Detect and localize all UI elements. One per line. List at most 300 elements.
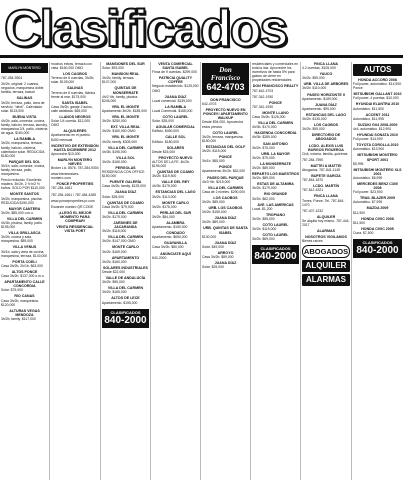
listing-heading: LOS CAOBOS (313, 123, 339, 128)
listing-text: Automático. $6,995 (353, 175, 383, 180)
listing-text: Escanee nuestro QR CODE (51, 204, 94, 209)
classified-listing (252, 223, 299, 231)
listing-heading: PASEO HORIZONTE II (307, 92, 345, 97)
listing-heading: MITSUBISHI MONTERO SPORT 2001 (357, 153, 398, 162)
classified-listing (202, 241, 249, 249)
classified-listing (102, 286, 149, 294)
classified-listing (252, 131, 299, 139)
classified-listing (252, 95, 299, 99)
listing-text: 3h/2b. $113,000 (152, 194, 177, 199)
listing-text: Solar 1/4 cuerda. $12,000 OMO (51, 119, 91, 128)
don-francisco-logo: Don Francisco 642-4703 (202, 63, 249, 95)
listing-heading: VRIL EL MONTE (111, 115, 140, 120)
classified-listing (51, 172, 99, 180)
classified-listing (102, 105, 149, 113)
listing-heading: VALLE DEL REY (161, 180, 190, 185)
listing-heading: GUAYANILLA (164, 241, 187, 246)
listing-text: 3h/2b. $135,000 (302, 117, 327, 122)
classified-listing (51, 199, 99, 203)
classified-listing (302, 194, 350, 206)
listing-text: Full power. $23,900 (353, 190, 383, 195)
listing-text: 3h/2b. $62,000 (252, 196, 275, 201)
classified-listing (51, 62, 99, 70)
listing-heading: JUANA DÍAZ (214, 240, 237, 245)
classified-listing (353, 196, 402, 204)
listing-text: 3h/2b. $160,000 OMO (102, 129, 136, 134)
classified-listing (102, 256, 149, 264)
classified-listing (252, 182, 299, 190)
listing-heading: JUANA DÍAZ (164, 94, 187, 99)
classified-listing (252, 203, 299, 211)
listing-text: 3h/2b. $179,000 (252, 186, 277, 191)
listing-text: 3h/2b. $115,000 (252, 227, 277, 232)
classified-listing (252, 162, 299, 170)
listing-text: Apartamento. $99,000 (302, 106, 336, 111)
listing-heading: LCDO. MARTÍN (312, 184, 340, 189)
listing-heading: EXT. VILLA REAL (110, 125, 141, 130)
listing-text: Apartamento. $189,000 (302, 96, 338, 101)
classified-listing (353, 182, 402, 194)
classified-listing (202, 131, 249, 143)
classified-listing (51, 225, 99, 233)
listing-heading: VILLA DEL CARMEN (6, 216, 43, 221)
classified-listing (152, 125, 199, 133)
classified-listing (51, 182, 99, 190)
listing-heading: TRAIL BLAZER 2005 (359, 196, 396, 201)
listing-heading: YAUCO (319, 72, 333, 77)
cta-label: CLASIFICADOS (110, 309, 141, 315)
listing-heading: MONTE LLANO (262, 110, 289, 115)
listing-text: 4h/3 ½b. $215,000 (202, 179, 231, 184)
listing-text: 3h/2b. $155,000 (202, 210, 227, 215)
listing-heading: PERGOLAS (115, 165, 136, 170)
listing-text: Casa 3h/2b. $89,000 (202, 255, 234, 259)
classified-listing (302, 184, 350, 192)
classified-listing (1, 245, 48, 257)
classified-listing (152, 95, 199, 103)
listing-text: Solar. $93,000 (102, 66, 124, 71)
classified-listing (1, 160, 48, 176)
listing-text: Apartamento 3h/2b. $185,000 (102, 108, 147, 113)
listing-text: Apartamento. $155,000 (102, 300, 138, 305)
listing-heading: VENTA RESIDENCIAL VISTA PORT (56, 225, 94, 234)
listing-text: 787-844-1870 (302, 178, 324, 183)
listing-heading: ANÚNCIATE AQUÍ (160, 251, 191, 256)
listing-heading: PARQUE DEL SOL (8, 159, 41, 164)
classified-listing (102, 62, 149, 70)
listing-heading: DON FRANCISCO (210, 98, 241, 102)
listing-heading: LOS CAOBOS (213, 195, 238, 200)
listing-text: 787-284-7590 (302, 157, 324, 162)
listing-text: 3h/2b. $95,000 (302, 76, 325, 81)
listing-heading: MONTE SANTOS (10, 192, 39, 197)
listing-text: Se alquila hoy mismo. 787-444-2017 (302, 218, 350, 227)
listing-text: Automático. $13,900 (353, 147, 385, 152)
listing-text: 3h/2b, terraza, marquesina. $150,000 (202, 134, 244, 143)
listing-text: 3h/2b. $95,000 (102, 280, 125, 285)
classified-listing (202, 145, 249, 153)
listing-text: Automático. $11,995 (353, 116, 384, 121)
listing-text: $11,500 (353, 220, 366, 225)
listing-text: Solar. $35,000 (152, 119, 174, 124)
listing-heading: VILLA GRILLASCA (8, 231, 41, 236)
listing-heading: MANSIONES DEL SUR (106, 62, 145, 66)
classified-listing (1, 309, 48, 321)
listing-text: www.ponceproperties.pr.com (51, 198, 95, 203)
classified-listing (202, 216, 249, 224)
classified-listing (202, 165, 249, 173)
classified-listing (353, 227, 402, 235)
classified-listing (51, 115, 99, 127)
listing-heading: SUZUKI GX4 2008-2009 (357, 122, 398, 127)
classified-listing (353, 217, 402, 225)
listing-heading: PONCE PROPERTIES (56, 182, 94, 187)
classified-listing (152, 231, 199, 239)
listing-text: 4h/2b, sala, comedor, cocina, family, balcón, terraza, laundry, marquesina 2/4, patio, cisterna de agua. $160,000 (1, 118, 48, 136)
listing-text: Cuna. $7,500 (353, 230, 374, 235)
listing-heading: ALTOS DE LECE (111, 296, 140, 301)
listing-heading: VILLA DEL CARMEN (207, 185, 244, 190)
listing-text: 3h/2b. $118,000 (102, 229, 127, 234)
listing-text: Casa 3h/2b, 2h/1b. $63,000 (1, 263, 43, 268)
listing-heading: FINCA LLANA (313, 194, 339, 199)
classified-listing (102, 115, 149, 123)
alquiler-section-header: ALQUILER (302, 260, 350, 272)
classified-listing (353, 133, 402, 141)
listing-heading: PERLAS DEL SUR (159, 210, 192, 215)
listing-text: 4h/3b. $289,000 (252, 135, 277, 140)
listing-text: 3h/2b. $69,000 (252, 237, 275, 242)
listing-heading: AVE. LAS AMERICAS (257, 202, 294, 207)
listing-text: Edificio. $180,000 (152, 139, 179, 144)
classified-listing (252, 142, 299, 150)
marlyn-logo: MARLYN MONTERO (1, 63, 48, 73)
cta-phone: 840-2000 (356, 245, 399, 257)
classified-listing (102, 86, 149, 102)
listing-text: 3h/2b. $147,000 OMO (102, 239, 136, 244)
listing-heading: HYUNDAI SONATA 2010 (357, 133, 398, 138)
listing-text: 3h/2b. $89,000 (202, 220, 225, 225)
classified-listing (353, 153, 402, 165)
listing-heading: JUANA DÍAZ (315, 102, 337, 107)
listing-heading: LA MONSERRATE (260, 161, 291, 166)
classified-listing (102, 180, 149, 188)
classifieds-phone-cta (252, 245, 299, 264)
listing-heading: URB. LA MAYOR (261, 151, 290, 156)
listing-heading: ESTANCIAS DEL GOLF (205, 144, 246, 149)
listing-heading: MERCEDES BENZ C300 2008 (357, 181, 398, 191)
listing-heading: COTO LAUREL (262, 223, 289, 227)
classified-listing (302, 82, 350, 90)
classified-listing (252, 101, 299, 109)
listing-text: 3h/2b. $165,000 (102, 159, 127, 164)
listing-heading: PASEO DEL PARQUE (207, 175, 244, 180)
listing-text: Local comercial. $139,000 (152, 98, 192, 103)
listing-text: $130,000 (202, 234, 217, 239)
classified-listing (152, 241, 199, 249)
listing-heading: QUINTAS DE COAMO (107, 200, 144, 205)
classified-listing (302, 164, 350, 172)
listing-text: residenciales y comerciales en toda la isla. Aproveche los incentivos de hasta 5% para gastos de cierre en propiedades residenciales (252, 62, 299, 83)
listing-heading: SAN ANTONIO (263, 141, 288, 146)
listing-text: Casa 3h/2b. $79,000 (102, 204, 134, 209)
classified-listing (1, 231, 48, 243)
autos-section-header: AUTOS (353, 64, 402, 76)
listing-text: 787-284-1661 (51, 186, 73, 191)
listing-text: Civil, notaría, familia, quiebras (302, 151, 348, 156)
listing-heading: COTO LAUREL (212, 130, 239, 135)
classified-listing (152, 105, 199, 113)
classified-listing (152, 115, 199, 123)
classified-listing (102, 235, 149, 243)
listing-text: Bienes raíces (302, 239, 323, 244)
classified-listing (302, 62, 350, 70)
listing-text: Casa 3h/2b. $80,000 (152, 245, 184, 250)
classified-listing (152, 62, 199, 74)
classified-listing (353, 102, 402, 110)
classified-listing (353, 206, 402, 214)
listing-text: 4h/2b, family. $305,000 (102, 139, 137, 144)
listing-heading: PORTA COELI (12, 259, 37, 264)
listing-text: Negocio establecido. $125,000 OMO (152, 84, 199, 93)
listing-text: RESIDENCIA CON OFFICE. $150,000 (102, 170, 146, 179)
classified-listing (202, 196, 249, 204)
listing-text: 3h/2b, original: 2 cuartos, negocios, marquesina doble, familia, terraza, balcón (1, 82, 45, 95)
listing-heading: MARLYN MONTERO NIEVES (57, 157, 93, 166)
classified-listing (252, 152, 299, 160)
classified-listing (102, 266, 149, 274)
listing-text: $5,995 (353, 161, 364, 166)
listing-text: 3h/2b. $115,000 (202, 149, 227, 154)
listing-text: Full power, 4 puertas. $10,000 (353, 96, 399, 101)
listing-text: Casa 3h/2b. $137,000 o.m.o. (1, 274, 45, 279)
classified-listing (252, 62, 299, 82)
classified-listing (51, 72, 99, 84)
classified-listing (353, 143, 402, 151)
listing-text: Edificio. $450,000 (152, 129, 179, 134)
listing-text: 3h/1b, sala y área de cocina, marquesina, terraza. $140,000 (1, 249, 48, 258)
listing-heading: CONDADO (166, 231, 185, 236)
cta-label: CLASIFICADOS (260, 246, 291, 252)
classified-listing (353, 168, 402, 180)
classified-listing (102, 156, 149, 164)
classified-listing (102, 72, 149, 84)
classified-listing (1, 260, 48, 268)
classified-listing (302, 133, 350, 141)
listing-heading: MATTEI & MATTEI (310, 163, 342, 168)
classified-listing (152, 170, 199, 178)
listing-text: 3h/2b. $169,000 (102, 249, 127, 254)
listing-text: Terreno de 6 cuerdas, fábrica frente al mar. $175,000 (51, 90, 96, 99)
listing-text: www.bienesraices-montero.com (51, 172, 80, 181)
listing-text: Finca de 9 cuerdas. $299,000 (152, 70, 197, 75)
classified-listing (302, 123, 350, 131)
classified-listing (152, 76, 199, 92)
listing-text: Local. $1,200 (252, 206, 273, 211)
classified-listing (202, 186, 249, 194)
listing-heading: HYUNDAI ELANTRA 2010 (355, 102, 400, 107)
listing-heading: MITSUBISHI GALLANT 2010 (353, 92, 402, 97)
listing-heading: COTO LAUREL (262, 233, 289, 238)
classified-listing (51, 211, 99, 223)
cta-phone: 840-2000 (254, 251, 297, 263)
listing-heading: VILLA DEL CARMEN (257, 121, 294, 126)
listing-heading: VRIL EL MONTE (111, 135, 140, 140)
classified-listing (152, 180, 199, 188)
classified-listing (51, 144, 99, 156)
classified-listing (1, 280, 48, 292)
listing-heading: PATRICIA QUALITY COFFEE (158, 76, 193, 85)
masthead (0, 0, 403, 58)
listing-text: 3h/2b, $85,000 o.m.o. (1, 210, 34, 215)
classified-listing (51, 86, 99, 98)
listing-text: 3h/2b. $79,000 (252, 155, 275, 160)
listing-heading: MONTE CARLO (112, 245, 139, 250)
classified-listing (353, 113, 402, 121)
listing-text: 3h/2b. $110,000 (302, 86, 327, 91)
listing-heading: ALAMBRA (166, 221, 185, 225)
listing-text: Torres, Ponce. Tel. 787-844-1470 (302, 198, 345, 207)
classified-listing (51, 193, 99, 197)
classified-listing (152, 221, 199, 229)
listing-text: 3h/2b. $84,000 (152, 214, 175, 219)
listing-heading: VILLA DEL CARMEN (107, 145, 144, 150)
listing-heading: URB. LOS CAOBOS (208, 206, 243, 211)
listing-heading: FINCA LLANA (313, 62, 339, 66)
listing-heading: URB. QUINTAS DE SANTA ISABEL (203, 226, 248, 235)
listing-heading: BUFETE GARCÍA (311, 174, 341, 179)
listing-text: 3h/2b. $75,000 (252, 145, 275, 150)
classified-listing (202, 251, 249, 259)
listing-heading: MAYOR CANTERA (8, 206, 41, 211)
abogados-section-header: ABOGADOS (303, 247, 349, 257)
listing-text: Desde $94,000. Aprovecha estos precios (202, 120, 243, 129)
listing-text: ALTOS DE LA FE. 4h/2b. $195,000 (152, 159, 190, 168)
classified-listing (102, 245, 149, 253)
listing-heading: MITSUBISHI MONTERO XLS 2001 (353, 167, 402, 176)
column-5 (201, 62, 251, 480)
classified-listing (302, 144, 350, 156)
listing-heading: VALLE DE ANDALUCÍA (105, 276, 146, 281)
classified-listing (51, 158, 99, 170)
column-3 (101, 62, 151, 480)
listing-heading: AGUILAR COMERCIAL (155, 125, 196, 130)
classified-listing (51, 129, 99, 141)
classified-listing (302, 72, 350, 80)
listing-text: Apartamento. $150,000 (152, 225, 188, 230)
classified-listing (1, 76, 48, 80)
classified-listing (353, 78, 402, 90)
classified-listing (252, 172, 299, 180)
listing-text: 4x4, automático. $12,900 (353, 126, 392, 131)
listing-heading: DIRECTORIO DE ABOGADOS (311, 133, 341, 142)
classified-listing (1, 270, 48, 278)
listing-heading: VILLA DEL CARMEN (107, 210, 144, 215)
listing-text: Abogados. 787-841-1145 (302, 167, 341, 172)
listing-heading: ALQUILER (316, 214, 336, 219)
listing-text: 4.2 cuerdas. $105,000 (302, 66, 336, 71)
classified-listing (152, 201, 199, 209)
classified-listing (102, 135, 149, 143)
listing-text: Automático. $11,500 (353, 106, 384, 111)
column-8 (352, 62, 403, 480)
listing-heading: ACCENT 2011 (365, 112, 390, 117)
listing-heading: JUANA DÍAZ (214, 216, 237, 221)
classified-listing (1, 207, 48, 215)
listing-text: Broker Lic. 8576. 787-284-9304 (51, 166, 99, 171)
listing-text: 787-812-4321 (302, 188, 324, 193)
listing-text: Automático. $7,995 (353, 200, 383, 205)
listing-text: 4h/2 ½b, family, piscina. $245,000 (102, 94, 139, 103)
listing-text: Casa 3h/2b, garaje 2 autos, calle asfaltada. $65,000 (51, 104, 93, 113)
listing-heading: PROYECTO NUEVO EN PONCE!!! APARTAMENTO WALKUP (203, 108, 248, 121)
classified-listing (1, 294, 48, 306)
listing-text: 3h/2b. $175,000 (102, 214, 127, 219)
listing-text: 787-342-1930 (252, 94, 274, 99)
listing-text: 3h/2b. $89,000 (202, 199, 225, 204)
listing-text: 3h/2b. $55,000 (252, 216, 275, 221)
column-2 (50, 62, 101, 480)
listing-text: Casa 4h/2b, family. $125,000 (102, 184, 146, 189)
listing-heading: LOS CAOBOS (62, 72, 88, 77)
listing-text: Aproveche $10,000 (51, 151, 81, 156)
listing-text: 3h/2b, marquesina, piscina. REDUCIDA $190,000 (1, 196, 43, 205)
listing-text: Solar. $75,000 (1, 288, 23, 293)
classified-listing (102, 190, 149, 198)
classifieds-phone-cta (102, 309, 149, 328)
listing-heading: TOYOTA COROLLA 2010 (356, 143, 399, 148)
listing-heading: HONDA CIVIC 2008 (361, 216, 394, 221)
classified-listing (51, 101, 99, 113)
listing-heading: SALINAS (67, 86, 83, 91)
classified-listing (202, 176, 249, 184)
classified-listing (152, 211, 199, 219)
listing-text: Local Comercial. $165,000 (152, 108, 193, 113)
listing-heading: HACIENDA CONCORDIA (254, 131, 297, 136)
listing-heading: APARTAMENTO CALLE CONCORDIA (4, 280, 45, 289)
classified-listing (1, 137, 48, 157)
classified-listing (302, 103, 350, 111)
listing-heading: VRIL EL MONTE (111, 104, 140, 109)
listing-heading: HONDA CIVIC 2005 (361, 226, 394, 231)
listing-heading: ESTANCIAS DEL LAGO (306, 112, 346, 117)
listing-text: 3h/2b. $95,000 (302, 127, 325, 132)
listing-text: Apartamento 3h/2b. $62,000 (202, 169, 245, 174)
listing-text: muchos extras, terraza con vista. $160,000 OMO (51, 62, 92, 71)
column-1 (0, 62, 50, 480)
listing-text: 787-284-9304 (1, 76, 23, 81)
classified-listing (252, 84, 299, 92)
listing-text: 4h/3b. $175,000 (152, 184, 177, 189)
listing-heading: VILLA VENUS (12, 245, 37, 250)
listing-text: 787-407-4232 (302, 208, 324, 213)
listing-text: Apartamento en el pueblo. $400 mensual (51, 133, 91, 142)
listing-heading: ALQUILERES (63, 129, 87, 134)
classified-listing (202, 261, 249, 269)
column-6 (251, 62, 301, 480)
listing-heading: ARROYO (217, 250, 234, 255)
cta-label: CLASIFICADOS (362, 240, 393, 245)
listing-heading: VILLA DEL CARMEN (107, 235, 144, 240)
listing-heading: PUENTE GALERÍA (109, 180, 142, 185)
masthead-title: Clasificados (4, 0, 287, 58)
classified-listing (102, 296, 149, 304)
listing-text: 4h/3b. $170,000 (252, 125, 277, 130)
classified-listing (302, 174, 350, 182)
listing-text: Desde $15,000 (152, 149, 175, 154)
listing-heading: JUANA DÍAZ (214, 261, 237, 266)
classified-listing (51, 205, 99, 209)
